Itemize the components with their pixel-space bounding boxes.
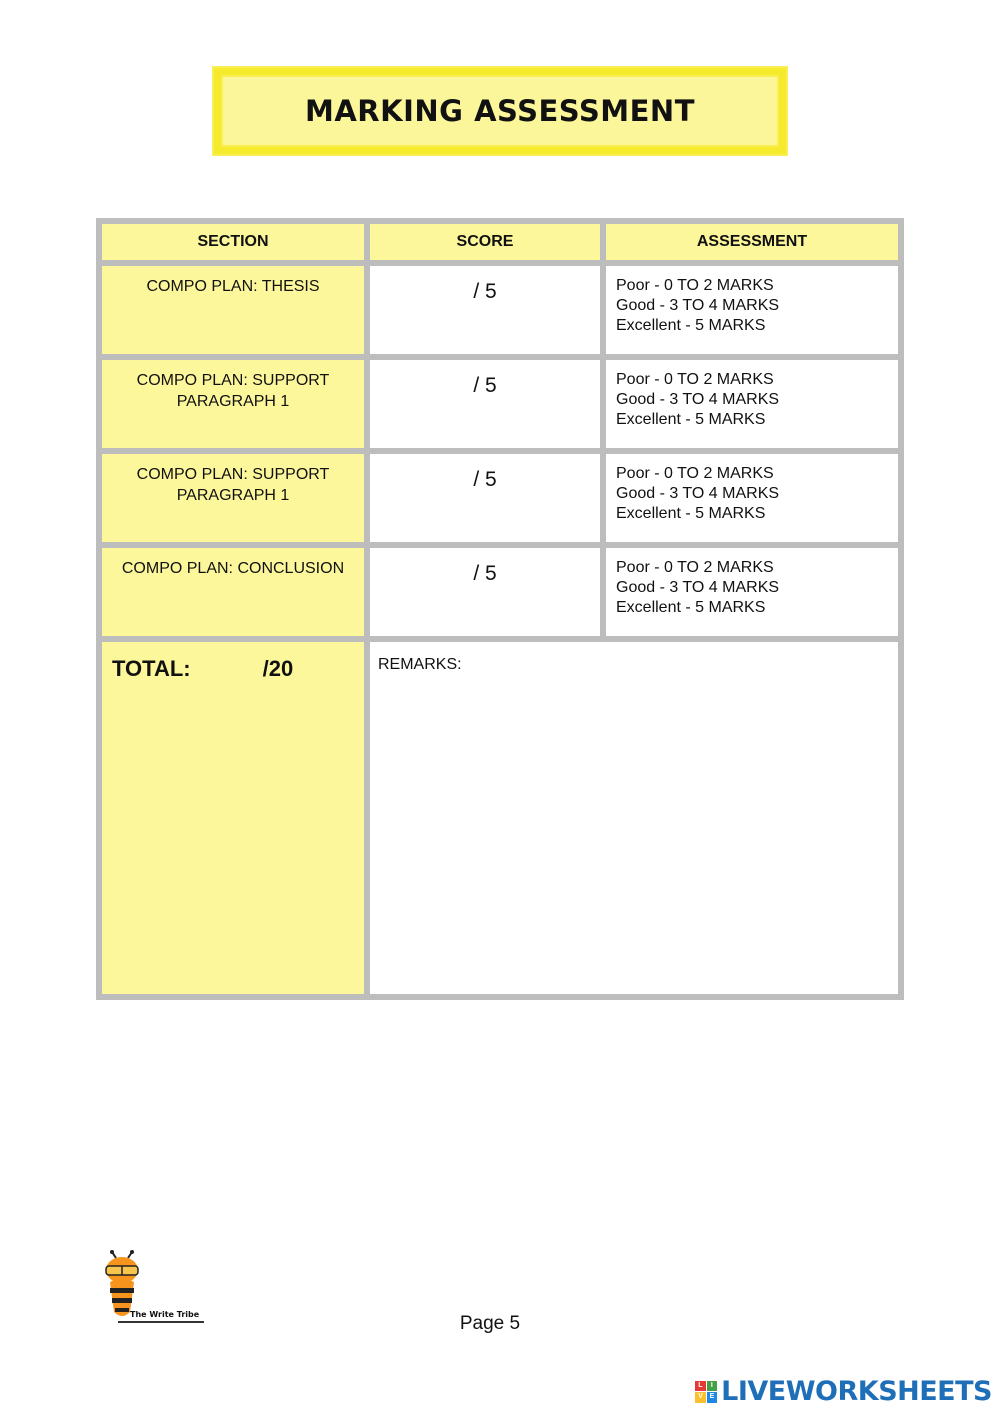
marking-table — [96, 218, 904, 1000]
section-cell: COMPO PLAN: THESIS — [102, 266, 364, 354]
page-title: MARKING ASSESSMENT — [305, 94, 695, 128]
badge-letter: V — [695, 1392, 706, 1403]
total-row — [102, 642, 898, 994]
assessment-excellent: Excellent - 5 MARKS — [616, 599, 766, 616]
section-cell: COMPO PLAN: CONCLUSION — [102, 548, 364, 636]
header-score: SCORE — [370, 224, 600, 260]
header-assessment: ASSESSMENT — [606, 224, 898, 260]
assessment-good: Good - 3 TO 4 MARKS — [616, 485, 780, 502]
assessment-good: Good - 3 TO 4 MARKS — [616, 391, 780, 408]
liveworksheets-watermark[interactable] — [695, 1376, 992, 1407]
table-header-row — [102, 224, 898, 260]
badge-letter: L — [695, 1381, 706, 1392]
assessment-poor: Poor - 0 TO 2 MARKS — [616, 465, 774, 482]
logo-text: The Write Tribe — [130, 1310, 200, 1319]
assessment-cell — [606, 266, 898, 354]
table-row — [102, 266, 898, 354]
assessment-excellent: Excellent - 5 MARKS — [616, 505, 766, 522]
watermark-text: LIVEWORKSHEETS — [721, 1376, 992, 1407]
liveworksheets-badge-icon — [695, 1381, 717, 1403]
assessment-cell — [606, 360, 898, 448]
total-cell — [102, 642, 364, 994]
title-banner — [214, 68, 786, 154]
section-cell: COMPO PLAN: SUPPORT PARAGRAPH 1 — [102, 454, 364, 542]
assessment-cell — [606, 548, 898, 636]
score-cell[interactable]: / 5 — [370, 454, 600, 542]
assessment-excellent: Excellent - 5 MARKS — [616, 411, 766, 428]
page-number: Page 5 — [459, 1313, 521, 1334]
section-cell: COMPO PLAN: SUPPORT PARAGRAPH 1 — [102, 360, 364, 448]
badge-letter: I — [707, 1381, 718, 1392]
remarks-label: REMARKS: — [378, 656, 462, 673]
assessment-poor: Poor - 0 TO 2 MARKS — [616, 559, 774, 576]
table-row — [102, 454, 898, 542]
remarks-cell[interactable] — [370, 642, 898, 994]
score-cell[interactable]: / 5 — [370, 266, 600, 354]
score-cell[interactable]: / 5 — [370, 360, 600, 448]
assessment-poor: Poor - 0 TO 2 MARKS — [616, 371, 774, 388]
total-value[interactable]: /20 — [262, 656, 294, 681]
assessment-cell — [606, 454, 898, 542]
header-section: SECTION — [102, 224, 364, 260]
total-label: TOTAL: — [112, 656, 191, 681]
assessment-good: Good - 3 TO 4 MARKS — [616, 297, 780, 314]
table-row — [102, 548, 898, 636]
score-cell[interactable]: / 5 — [370, 548, 600, 636]
assessment-poor: Poor - 0 TO 2 MARKS — [616, 277, 774, 294]
table-row — [102, 360, 898, 448]
assessment-excellent: Excellent - 5 MARKS — [616, 317, 766, 334]
assessment-good: Good - 3 TO 4 MARKS — [616, 579, 780, 596]
badge-letter: E — [707, 1392, 718, 1403]
